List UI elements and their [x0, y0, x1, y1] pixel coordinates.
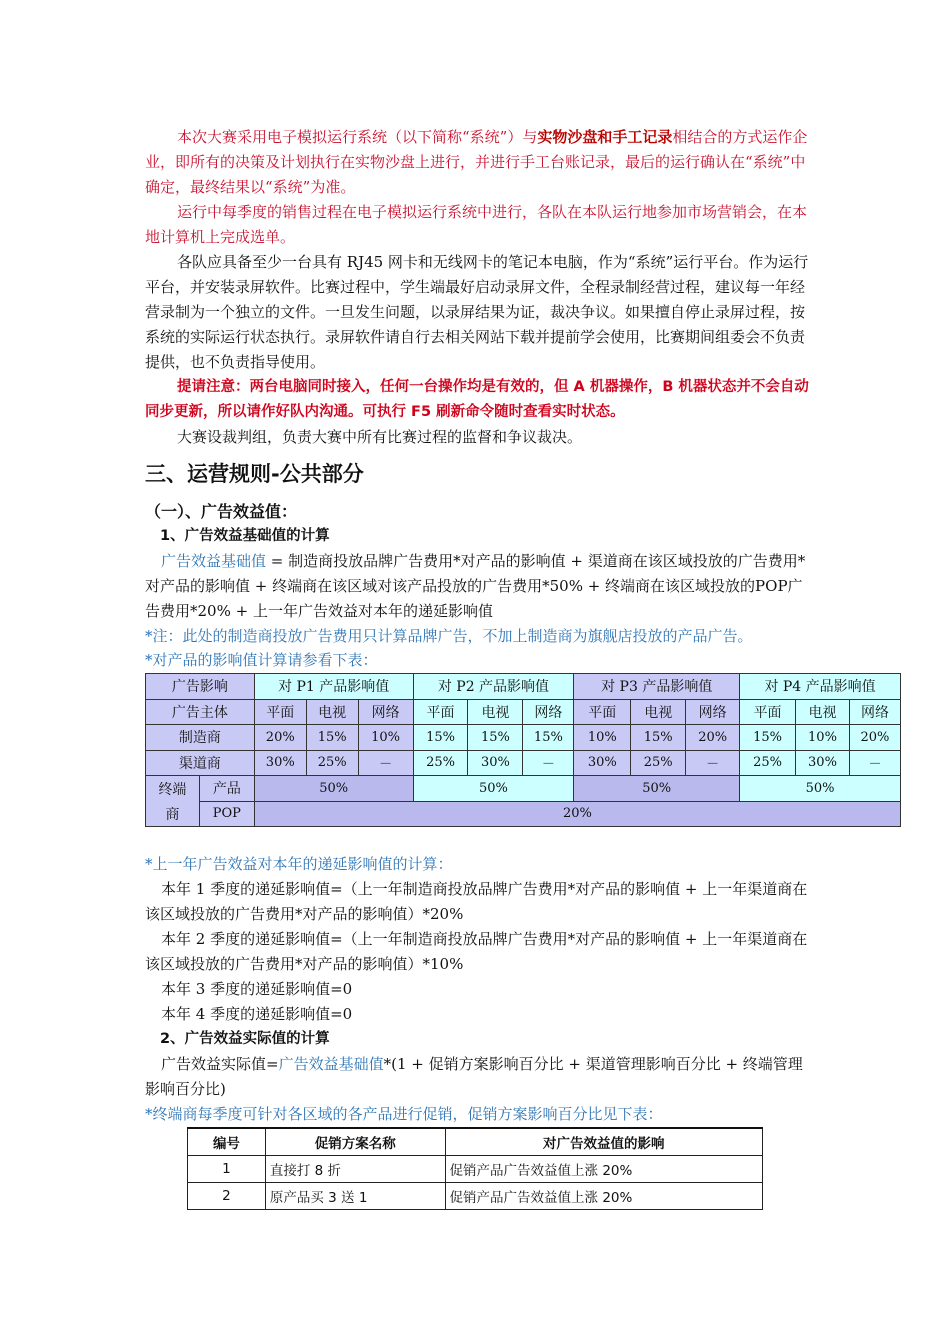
table-cell: 15% [740, 725, 796, 751]
table-cell: 20% [686, 725, 740, 751]
table-cell: － [849, 750, 900, 776]
media-header: 平面 [740, 699, 796, 725]
intro-paragraph-3: 各队应具备至少一台具有 RJ45 网卡和无线网卡的笔记本电脑，作为“系统”运行平台。作为运行平台，并安装录屏软件。比赛过程中，学生端最好启动录屏文件，全程录制经营过程，建议每一年经营录制为一个独立的文件。一旦发生问题，以录屏结果为证，裁决争议。如果擅自停止录屏过程，按系统的实际运行状态执行。录屏软件请自行去相关网站下载并提前学会使用，比赛期间组委会不负责提供，也不负责指导使用。 [145, 253, 809, 371]
note-2: *对产品的影响值计算请参看下表： [145, 651, 378, 669]
product-header-p1: 对 P1 产品影响值 [254, 674, 413, 700]
item2-title: 2、广告效益实际值的计算 [160, 1031, 330, 1047]
item1-title: 1、广告效益基础值的计算 [160, 528, 330, 544]
intro-paragraph-5: 大赛设裁判组，负责大赛中所有比赛过程的监督和争议裁决。 [177, 428, 583, 446]
carry-title: *上一年广告效益对本年的递延影响值的计算： [145, 855, 453, 873]
row-label-terminal-bottom: 商 [146, 801, 200, 827]
table-cell: 15% [523, 725, 574, 751]
media-header: 网络 [358, 699, 413, 725]
subsection-title: （一）、广告效益值： [145, 502, 298, 521]
note-3: *终端商每季度可针对各区域的各产品进行促销，促销方案影响百分比见下表： [145, 1105, 663, 1123]
carry-q3: 本年 3 季度的递延影响值=0 [161, 980, 353, 998]
row-label-product: 产品 [199, 776, 254, 802]
promo-table [187, 1127, 763, 1210]
table-cell: 15% [413, 725, 468, 751]
table-cell: 50% [413, 776, 574, 802]
table-cell: 15% [631, 725, 686, 751]
product-header-p2: 对 P2 产品影响值 [413, 674, 574, 700]
influence-table [145, 673, 901, 827]
intro-p1-text-b: 相结合的方式运作企业，即所有的决策及计划执行在实物沙盘上进行，并进行手工台账记录，最后的运行确认在“系统”中确定，最终结果以“系统”为准。 [145, 128, 808, 196]
media-header: 网络 [523, 699, 574, 725]
table-row [188, 1156, 763, 1183]
promo-cell-name: 直接打 8 折 [265, 1156, 445, 1183]
corner-header-top: 广告影响 [146, 674, 255, 700]
media-header: 网络 [686, 699, 740, 725]
table-cell: 20% [849, 725, 900, 751]
table-cell: 25% [631, 750, 686, 776]
formula-2 [145, 1052, 813, 1102]
table-cell: 20% [254, 801, 900, 827]
table-cell: 30% [574, 750, 631, 776]
media-header: 平面 [574, 699, 631, 725]
media-header: 电视 [306, 699, 358, 725]
promo-header-id: 编号 [188, 1128, 266, 1156]
table-cell: 50% [740, 776, 901, 802]
formula-1-label: 广告效益基础值 [161, 552, 267, 570]
table-cell: 15% [468, 725, 523, 751]
table-cell: 20% [254, 725, 306, 751]
table-cell: 10% [574, 725, 631, 751]
carry-q4: 本年 4 季度的递延影响值=0 [161, 1005, 353, 1023]
table-cell: 30% [796, 750, 850, 776]
table-cell: 25% [306, 750, 358, 776]
carry-q2: 本年 2 季度的递延影响值=（上一年制造商投放品牌广告费用*对产品的影响值 + 上一年渠道商在该区域投放的广告费用*对产品的影响值）*10% [145, 930, 808, 973]
table-cell: 30% [468, 750, 523, 776]
table-cell: 50% [574, 776, 740, 802]
promo-header-name: 促销方案名称 [265, 1128, 445, 1156]
intro-paragraph-2: 运行中每季度的销售过程在电子模拟运行系统中进行，各队在本队运行地参加市场营销会，在本地计算机上完成选单。 [145, 203, 808, 246]
section-title: 三、运营规则-公共部分 [145, 462, 364, 486]
media-header: 电视 [468, 699, 523, 725]
table-cell: － [358, 750, 413, 776]
product-header-p3: 对 P3 产品影响值 [574, 674, 740, 700]
row-label-channel: 渠道商 [146, 750, 255, 776]
row-label-manufacturer: 制造商 [146, 725, 255, 751]
formula-1 [145, 549, 813, 624]
product-header-p4: 对 P4 产品影响值 [740, 674, 901, 700]
table-cell: 50% [254, 776, 413, 802]
media-header: 电视 [631, 699, 686, 725]
intro-warning: 提请注意：两台电脑同时接入，任何一台操作均是有效的，但 A 机器操作，B 机器状态并不会自动同步更新，所以请作好队内沟通。可执行 F5 刷新命令随时查看实时状态。 [145, 379, 809, 420]
promo-cell-name: 原产品买 3 送 1 [265, 1183, 445, 1210]
promo-cell-effect: 促销产品广告效益值上涨 20% [445, 1156, 762, 1183]
table-cell: － [523, 750, 574, 776]
table-cell: 10% [358, 725, 413, 751]
note-1: *注：此处的制造商投放广告费用只计算品牌广告，不加上制造商为旗舰店投放的产品广告。 [145, 627, 753, 645]
media-header: 平面 [254, 699, 306, 725]
formula-2-prefix: 广告效益实际值= [161, 1055, 279, 1073]
table-cell: 15% [306, 725, 358, 751]
table-cell: 10% [796, 725, 850, 751]
media-header: 电视 [796, 699, 850, 725]
table-row [188, 1183, 763, 1210]
row-label-terminal-top: 终端 [146, 776, 200, 802]
row-label-pop: POP [199, 801, 254, 827]
intro-p1-text-a: 本次大赛采用电子模拟运行系统（以下简称“系统”）与 [177, 128, 538, 146]
table-cell: － [686, 750, 740, 776]
media-header: 网络 [849, 699, 900, 725]
promo-cell-effect: 促销产品广告效益值上涨 20% [445, 1183, 762, 1210]
promo-header-effect: 对广告效益值的影响 [445, 1128, 762, 1156]
promo-cell-id: 2 [188, 1183, 266, 1210]
formula-2-body: *(1 + 促销方案影响百分比 + 渠道管理影响百分比 + 终端管理影响百分比) [145, 1055, 803, 1098]
table-cell: 25% [740, 750, 796, 776]
table-cell: 25% [413, 750, 468, 776]
formula-1-body: = 制造商投放品牌广告费用*对产品的影响值 + 渠道商在该区域投放的广告费用*对产品的影响值 + 终端商在该区域对该产品投放的广告费用*50% + 终端商在该区域投放的POP广告费用*20% + 上一年广告效益对本年的递延影响值 [145, 552, 806, 620]
formula-2-label: 广告效益基础值 [278, 1055, 384, 1073]
intro-p1-bold: 实物沙盘和手工记录 [537, 128, 673, 146]
promo-cell-id: 1 [188, 1156, 266, 1183]
table-cell: 30% [254, 750, 306, 776]
carry-q1: 本年 1 季度的递延影响值=（上一年制造商投放品牌广告费用*对产品的影响值 + 上一年渠道商在该区域投放的广告费用*对产品的影响值）*20% [145, 880, 808, 923]
intro-paragraph-1 [145, 125, 813, 200]
corner-header-bottom: 广告主体 [146, 699, 255, 725]
media-header: 平面 [413, 699, 468, 725]
